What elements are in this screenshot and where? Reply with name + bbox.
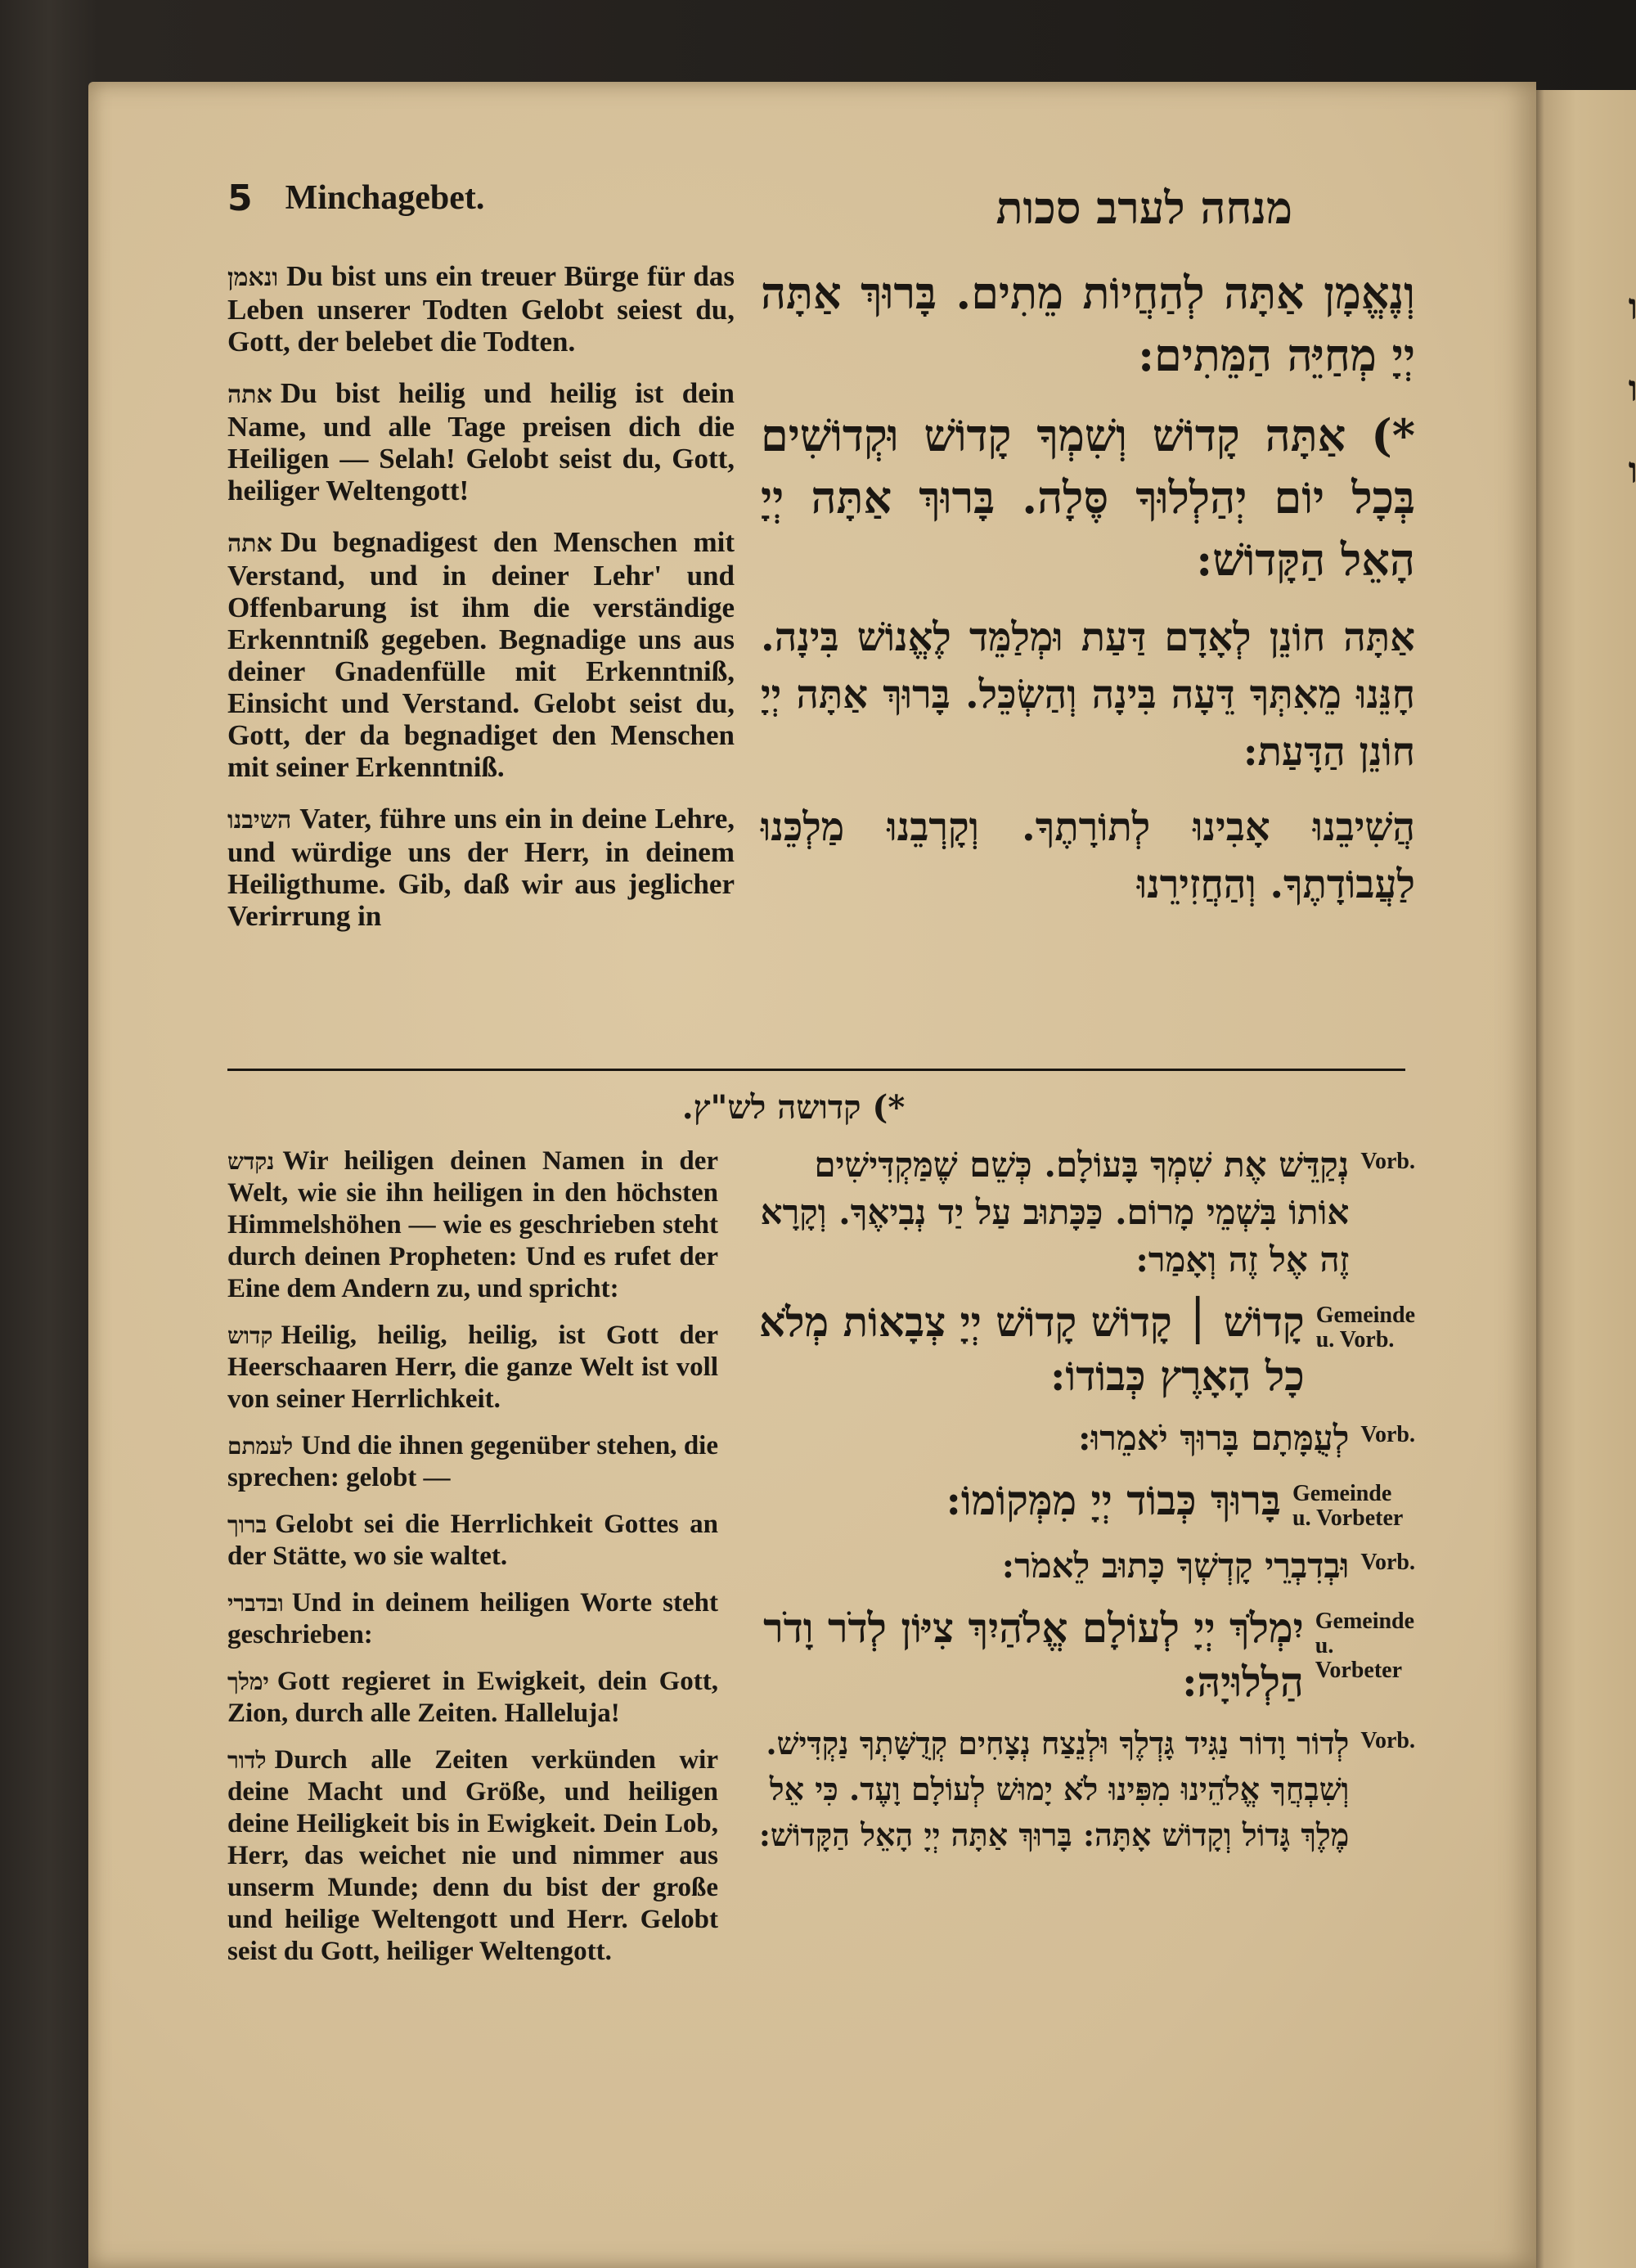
german-paragraph xyxy=(227,1666,718,1730)
kedusha-line xyxy=(753,1474,1415,1531)
german-text: Du bist uns ein treuer Bürge für das Leben unserer Todten Gelobt seiest du, Gott, der belebet die Todten. xyxy=(227,260,735,358)
hebrew-keyword: נקדש xyxy=(227,1148,275,1175)
hebrew-keyword: אתה xyxy=(227,380,272,409)
kedusha-text: וּבְדִבְרֵי קָדְשְׁךָ כָּתוּב לֵאמֹר: xyxy=(1001,1546,1350,1586)
hebrew-keyword: ימלך xyxy=(227,1668,269,1695)
german-paragraph xyxy=(227,526,735,783)
german-text: Du bist heilig und heilig ist dein Name, und alle Tage preisen dich die Heiligen — Selah! Gelobt seist du, Gott, heiliger Weltengott! xyxy=(227,377,735,506)
german-paragraph xyxy=(227,803,735,932)
german-text: Gelobt sei die Herrlichkeit Gottes an der Stätte, wo sie waltet. xyxy=(227,1510,718,1571)
german-text: Durch alle Zeiten verkünden wir deine Macht und Größe, und heiligen deine Heiligkeit bis in Ewigkeit. Dein Lob, Herr, das weichet nie und nimmer aus unserm Munde; denn du bist der große und heilige Weltengott und Herr. Gelobt seist du Gott, heiliger Weltengott. xyxy=(227,1745,718,1966)
hebrew-keyword: לדור xyxy=(227,1747,267,1774)
kedusha-text: קָדוֹשׁ ׀ קָדוֹשׁ קָדוֹשׁ יְיָ צְבָאוֹת מְלֹא כָל הָאָרֶץ כְּבוֹדוֹ: xyxy=(759,1298,1305,1400)
kedusha-line xyxy=(753,1141,1415,1284)
hebrew-keyword: אתה xyxy=(227,529,272,558)
page-number: 5 xyxy=(227,177,253,219)
hebrew-keyword: ונאמן xyxy=(227,263,279,292)
hebrew-prayer-column xyxy=(761,262,1415,931)
footnote-german-column xyxy=(227,1145,718,1982)
speaker-label: Gemeinde u. Vorb. xyxy=(1315,1303,1415,1352)
german-text: Du begnadigest den Menschen mit Verstand, und in deiner Lehr' und Offenbarung ist ihm die verständige Erkenntniß gegeben. Begnadige uns aus deiner Gnadenfülle mit Erkenntniß, Einsicht und Verstand. Gelobt seist du, Gott, der da begnadiget den Menschen mit seiner Erkenntniß. xyxy=(227,526,735,783)
running-title: Minchagebet. xyxy=(285,179,485,217)
hebrew-keyword: השיבנו xyxy=(227,806,292,835)
hebrew-paragraph: *) אַתָּה קָדוֹשׁ וְשִׁמְךָ קָדוֹשׁ וּקְדוֹשִׁים בְּכָל יוֹם יְהַלְלוּךָ סֶּלָה. בָּרוּךְ אַתָּה יְיָ הָאֵל הַקָּדוֹשׁ: xyxy=(761,409,1415,586)
kedusha-text: לְדוֹר וָדוֹר נַגִּיד גָּדְלֶךָ וּלְנֵצַח נְצָחִים קְדֻשָּׁתְךָ נַקְדִּישׁ. וְשִׁבְחֲךָ אֱלֹהֵינוּ מִפִּינוּ לֹא יָמוּשׁ לְעוֹלָם וָעֶד. כִּי אֵל מֶלֶךְ גָּדוֹל וְקָדוֹשׁ אָתָּה: בָּרוּךְ אַתָּה יְיָ הָאֵל הַקָּדוֹשׁ: xyxy=(758,1725,1350,1853)
hebrew-keyword: לעמתם xyxy=(227,1433,294,1460)
footnote-divider xyxy=(227,1069,1405,1071)
german-paragraph xyxy=(227,1145,718,1305)
german-text: Und die ihnen gegenüber stehen, die sprechen: gelobt — xyxy=(227,1431,718,1492)
german-translation-column xyxy=(227,260,735,952)
kedusha-line xyxy=(753,1601,1415,1709)
adjacent-page-edge xyxy=(1536,90,1636,2268)
speaker-label: Gemeinde u. Vorbeter xyxy=(1315,1609,1415,1683)
german-text: Und in deinem heiligen Worte steht geschrieben: xyxy=(227,1588,718,1649)
kedusha-line xyxy=(753,1542,1415,1590)
german-paragraph xyxy=(227,377,735,506)
kedusha-text: בָּרוּךְ כְּבוֹד יְיָ מִמְּקוֹמוֹ: xyxy=(946,1476,1281,1524)
hebrew-paragraph: הֲשִׁיבֵנוּ אָבִינוּ לְתוֹרָתֶךָ. וְקָרְבֵנוּ מַלְכֵּנוּ לַעֲבוֹדָתֶךָ. וְהַחֲזִירֵנוּ xyxy=(761,804,1415,907)
footnote-hebrew-column xyxy=(753,1141,1415,1870)
german-paragraph xyxy=(227,1744,718,1968)
german-text: Vater, führe uns ein in deine Lehre, und würdige uns der Herr, in deinem Heiligthume. Gib, daß wir aus jeglicher Verirrung in xyxy=(227,803,735,932)
german-paragraph xyxy=(227,1320,718,1415)
kedusha-text: יִמְלֹךְ יְיָ לְעוֹלָם אֱלֹהַיִךְ צִיּוֹן לְדֹר וָדֹר הַלְלוּיָהּ: xyxy=(763,1604,1304,1706)
kedusha-text: לְעֻמָּתָם בָּרוּךְ יֹאמֵרוּ: xyxy=(1077,1418,1350,1458)
kedusha-line xyxy=(753,1415,1415,1462)
german-text: Wir heiligen deinen Namen in der Welt, wie sie ihn heiligen in den höchsten Himmelshöhen — wie es geschrieben steht durch deinen Propheten: Und es rufet der Eine dem Andern zu, und spricht: xyxy=(227,1146,718,1303)
hebrew-keyword: ברוך xyxy=(227,1511,267,1538)
german-paragraph xyxy=(227,1587,718,1651)
hebrew-paragraph: אַתָּה חוֹנֵן לְאָדָם דַּעַת וּמְלַמֵּד לֶאֱנוֹשׁ בִּינָה. חָנֵּנוּ מֵאִתְּךָ דֵּעָה בִּינָה וְהַשְׂכֵּל. בָּרוּךְ אַתָּה יְיָ חוֹנֵן הַדָּעַת: xyxy=(761,614,1415,775)
page-header-german xyxy=(227,173,620,223)
adjacent-page-fragment: ו xyxy=(1628,368,1636,410)
speaker-label: Vorb. xyxy=(1360,1422,1415,1447)
hebrew-keyword: ובדברי xyxy=(227,1590,284,1617)
kedusha-text: נְקַדֵּשׁ אֶת שִׁמְךָ בָּעוֹלָם. כְּשֵׁם שֶׁמַּקְדִּישִׁים אוֹתוֹ בִּשְׁמֵי מָרוֹם. כַּכָּתוּב עַל יַד נְבִיאֶךָ. וְקָרָא זֶה אֶל זֶה וְאָמַר: xyxy=(760,1145,1350,1280)
kedusha-line xyxy=(753,1295,1415,1403)
speaker-label: Vorb. xyxy=(1360,1550,1415,1575)
german-text: Heilig, heilig, heilig, ist Gott der Heerschaaren Herr, die ganze Welt ist voll von seiner Herrlichkeit. xyxy=(227,1321,718,1414)
german-paragraph xyxy=(227,1509,718,1573)
adjacent-page-fragment: ו xyxy=(1628,450,1636,492)
hebrew-paragraph: וְנֶאֱמָן אַתָּה לְהַחֲיוֹת מֵתִים. בָּרוּךְ אַתָּה יְיָ מְחַיֵּה הַמֵּתִים: xyxy=(761,267,1415,381)
adjacent-page-fragment: ו xyxy=(1628,286,1636,328)
kedusha-line xyxy=(753,1721,1415,1858)
speaker-label: Vorb. xyxy=(1360,1728,1415,1753)
footnote-heading: *) קדושה לש"ץ. xyxy=(681,1088,906,1127)
hebrew-keyword: קדוש xyxy=(227,1322,273,1349)
hebrew-title: מנחה לערב סכות xyxy=(996,182,1292,234)
german-text: Gott regieret in Ewigkeit, dein Gott, Zion, durch alle Zeiten. Halleluja! xyxy=(227,1667,718,1728)
german-paragraph xyxy=(227,1430,718,1494)
speaker-label: Gemeinde u. Vorbeter xyxy=(1292,1481,1404,1531)
german-paragraph xyxy=(227,260,735,358)
speaker-label: Vorb. xyxy=(1360,1149,1415,1174)
